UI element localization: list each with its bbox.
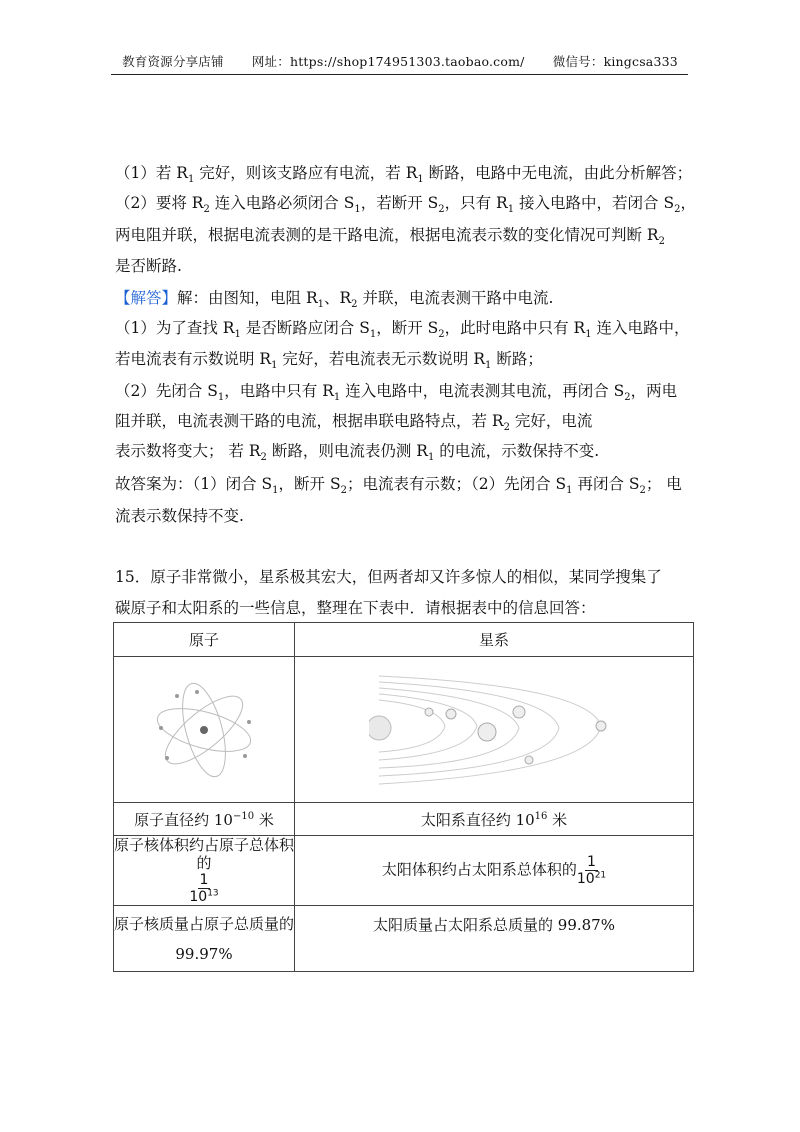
page-header <box>0 52 800 70</box>
solution-tag: 【解答】 <box>115 289 178 307</box>
analysis-line-2: （2）要将 $R_2$ 连入电路必须闭合 $S_1$，若断开 $S_2$，只有 $R_1$ 接入电路中，若闭合 $S_2$， <box>115 194 696 216</box>
solution-line-1: 【解答】解：由图知，电阻 $R_1$、$R_2$ 并联，电流表测干路中电流. <box>115 289 554 311</box>
shop-name: 教育资源分享店铺 <box>122 54 224 69</box>
atom-model-image <box>149 678 259 778</box>
header-divider <box>111 74 688 75</box>
sun-mass: 太阳质量占太阳系总质量的 99.87% <box>295 906 694 972</box>
header-atom: 原子 <box>114 623 295 657</box>
nucleus-volume-fraction: $\frac{1}{10^{13}}$ <box>189 872 219 905</box>
answer-line-2: 流表示数保持不变. <box>115 507 244 525</box>
solution-line-3: 若电流表有示数说明 $R_1$ 完好，若电流表无示数说明 $R_1$ 断路； <box>115 350 543 372</box>
solution-line-4: （2）先闭合 $S_1$，电路中只有 $R_1$ 连入电路中，电流表测其电流，再闭合 $S_2$，两电 <box>115 382 678 404</box>
solution-line-5: 阻并联，电流表测干路的电流，根据串联电路特点，若 $R_2$ 完好，电流 <box>115 412 593 434</box>
question-15-line-2: 碳原子和太阳系的一些信息，整理在下表中．请根据表中的信息回答： <box>115 599 596 617</box>
analysis-line-1: （1）若 $R_1$ 完好，则该支路应有电流，若 $R_1$ 断路，电路中无电流，由此分析解答； <box>115 164 693 186</box>
sun-volume-fraction: $\frac{1}{10^{21}}$ <box>576 854 607 887</box>
atom-diameter: 原子直径约 $10^{-10}$ 米 <box>114 803 295 836</box>
solar-system-image-cell <box>295 657 694 803</box>
analysis-line-3: 两电阻并联，根据电流表测的是干路电流，根据电流表示数的变化情况可判断 $R_2$ <box>115 226 665 248</box>
solar-system-image <box>369 668 619 788</box>
solution-line-6: 表示数将变大； 若 $R_2$ 断路，则电流表仍测 $R_1$ 的电流，示数保持不变. <box>115 442 600 464</box>
atom-image-cell <box>114 657 295 803</box>
sun-volume: 太阳体积约占太阳系总体积的 $\frac{1}{10^{21}}$ <box>295 836 694 906</box>
wechat-id: 微信号：kingcsa333 <box>552 54 678 69</box>
answer-line-1: 故答案为：（1）闭合 $S_1$，断开 $S_2$；电流表有示数；（2）先闭合 $S_1$ 再闭合 $S_2$； 电 <box>115 475 682 497</box>
nucleus-mass: 原子核质量占原子总质量的 99.97% <box>114 906 295 972</box>
analysis-line-4: 是否断路. <box>115 257 182 275</box>
atom-galaxy-table <box>113 622 694 972</box>
solution-line-2: （1）为了查找 $R_1$ 是否断路应闭合 $S_1$，断开 $S_2$，此时电路中只有 $R_1$ 连入电路中， <box>115 319 690 341</box>
header-galaxy: 星系 <box>295 623 694 657</box>
solar-diameter: 太阳系直径约 $10^{16}$ 米 <box>295 803 694 836</box>
shop-url[interactable]: 网址：https://shop174951303.taobao.com/ <box>251 54 525 69</box>
question-15-line-1: 15．原子非常微小，星系极其宏大，但两者却又许多惊人的相似，某同学搜集了 <box>115 568 662 586</box>
nucleus-volume: 原子核体积约占原子总体积的 $\frac{1}{10^{13}}$ <box>114 836 295 905</box>
